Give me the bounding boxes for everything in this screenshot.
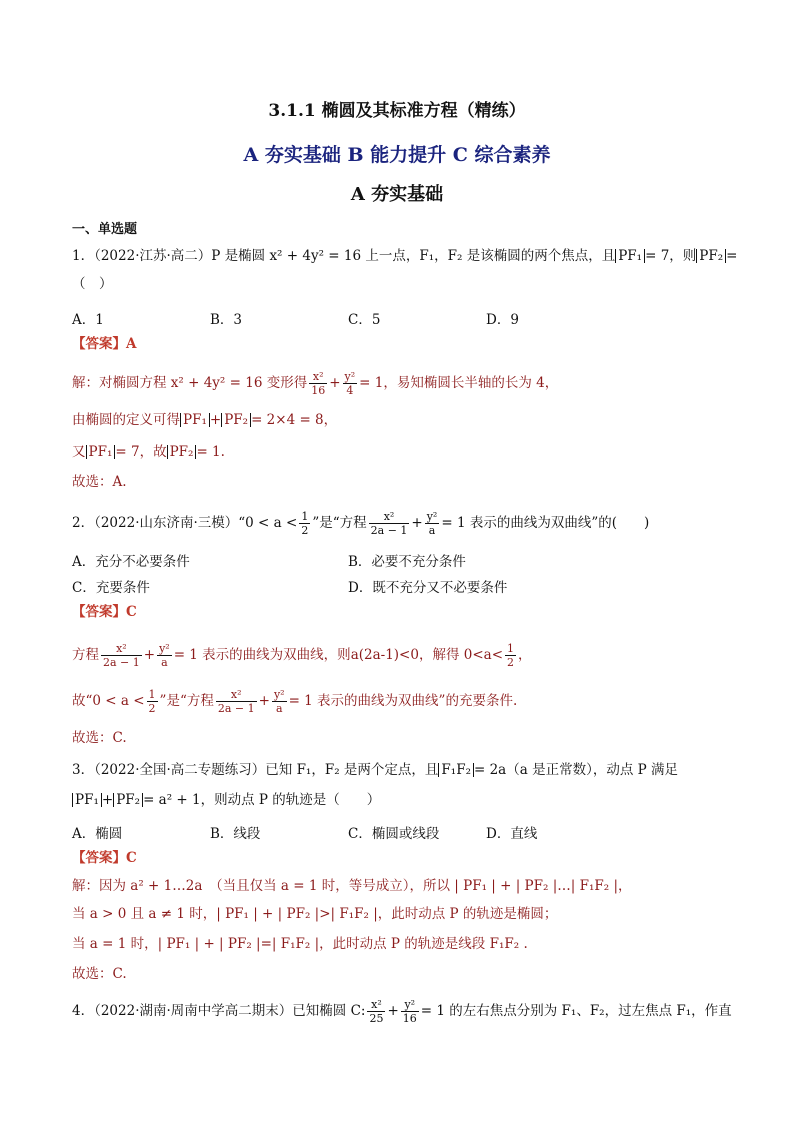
q1-paren: （ ） xyxy=(72,276,113,292)
q2-option-c: C．充要条件 xyxy=(72,580,150,596)
section-title: A 夯实基础 xyxy=(350,184,444,205)
q3-stem-line-1: 3．（2022·全国·高二专题练习）已知 F₁，F₂ 是两个定点，且 F₁F₂ = 2a（a 是正常数），动点 P 满足 xyxy=(72,762,678,778)
q3-option-c: C．椭圆或线段 xyxy=(348,826,440,842)
q3-solution-line-1: 解：因为 a² + 1…2a （当且仅当 a = 1 时，等号成立），所以 | PF₁ | + | PF₂ |…| F₁F₂ |， xyxy=(72,878,632,894)
section-heading: 一、单选题 xyxy=(72,222,138,237)
document-title: 3.1.1 椭圆及其标准方程（精练） xyxy=(268,101,526,121)
q2-option-d: D．既不充分又不必要条件 xyxy=(348,580,508,596)
document-subtitle: A 夯实基础 B 能力提升 C 综合素养 xyxy=(243,144,551,166)
q1-conclusion: 故选：A. xyxy=(72,474,127,490)
q1-solution-line-2: 由椭圆的定义可得 PF₁ + PF₂ = 2×4 = 8， xyxy=(72,412,338,428)
q1-answer: 【答案】A xyxy=(72,336,137,352)
q3-solution-line-3: 当 a = 1 时，| PF₁ | + | PF₂ |=| F₁F₂ |，此时动点 P 的轨迹是线段 F₁F₂ . xyxy=(72,936,528,952)
q1-option-d: D．9 xyxy=(486,312,519,328)
q2-solution-line-2: 故“0 < a < $\frac{1}{2}$ ”是“方程 $\frac{\text{x²}}{2a - 1}$ + $\frac{\text{y²}}{a}$ = 1 表示的曲线为双曲线”的充要条件. xyxy=(72,688,518,715)
q2-stem: 2．（2022·山东济南·三模）“0 < a < $\frac{1}{2}$ ”是“方程 $\frac{\text{x²}}{2a - 1}$ + $\frac{\text{y²}}{a}$ = 1 表示的曲线为双曲线”的( ) xyxy=(72,510,650,537)
q3-stem-line-2: PF₁ + PF₂ = a² + 1，则动点 P 的轨迹是（ ） xyxy=(72,790,380,810)
q1-stem: 1．（2022·江苏·高二）P 是椭圆 x² + 4y² = 16 上一点，F₁，F₂ 是该椭圆的两个焦点，且 PF₁ = 7，则 PF₂ = xyxy=(72,248,738,264)
q1-solution-line-3: 又 PF₁ = 7，故 PF₂ = 1. xyxy=(72,444,225,460)
q1-option-b: B．3 xyxy=(210,312,243,328)
q2-answer: 【答案】C xyxy=(72,604,137,620)
q1-solution-line-1: 解：对椭圆方程 x² + 4y² = 16 变形得 $\frac{\text{x²}}{16}$ + $\frac{\text{y²}}{4}$ = 1，易知椭圆长半轴的长为 4， xyxy=(72,370,559,397)
q3-option-a: A．椭圆 xyxy=(72,826,123,842)
q2-solution-line-1: 方程 $\frac{\text{x²}}{2a - 1}$ + $\frac{\text{y²}}{a}$ = 1 表示的曲线为双曲线，则a(2a-1)<0，解得 0<a< $\frac{1}{2}$ ， xyxy=(72,642,532,669)
q3-option-b: B．线段 xyxy=(210,826,261,842)
q1-option-a: A．1 xyxy=(72,312,104,328)
q1-option-c: C．5 xyxy=(348,312,381,328)
q2-option-b: B．必要不充分条件 xyxy=(348,554,466,570)
q2-conclusion: 故选：C. xyxy=(72,730,127,746)
q4-stem: 4．（2022·湖南·周南中学高二期末）已知椭圆 C: $\frac{\text{x²}}{25}$ + $\frac{\text{y²}}{16}$ = 1 的左右焦点分别为 F₁、F₂，过左焦点 F₁，作直 xyxy=(72,998,732,1025)
q2-option-a: A．充分不必要条件 xyxy=(72,554,190,570)
q3-solution-line-2: 当 a > 0 且 a ≠ 1 时，| PF₁ | + | PF₂ |>| F₁F₂ |，此时动点 P 的轨迹是椭圆； xyxy=(72,906,558,922)
q3-option-d: D．直线 xyxy=(486,826,538,842)
q3-conclusion: 故选：C. xyxy=(72,966,127,982)
q3-answer: 【答案】C xyxy=(72,850,137,866)
